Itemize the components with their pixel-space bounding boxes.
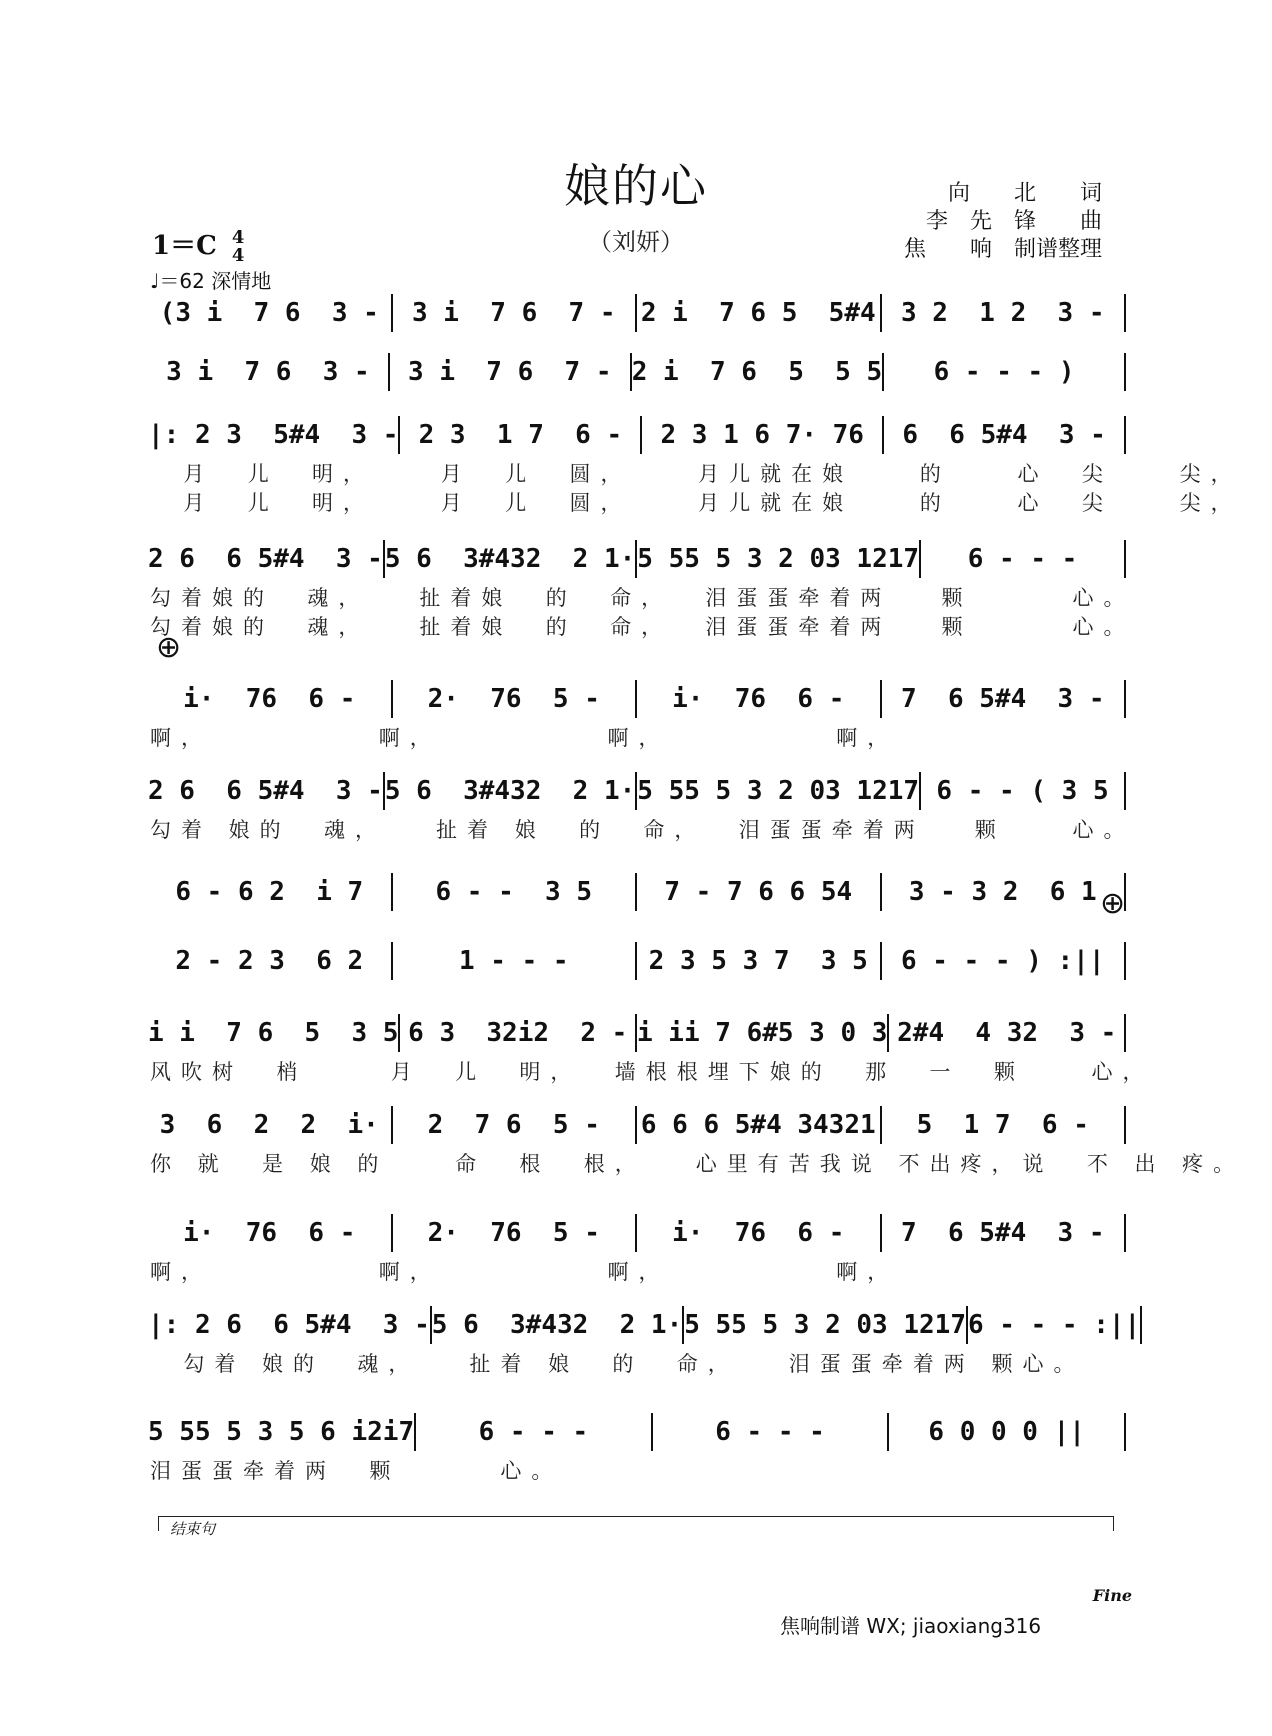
- score-row: [148, 776, 1126, 810]
- measure: 2 i 7 6 5 5#4: [640, 298, 876, 328]
- song-title: 娘的心: [564, 159, 708, 213]
- singer: （刘妍）: [588, 228, 684, 256]
- measure: 6 - - -: [478, 1417, 589, 1447]
- score-row: [148, 1417, 1126, 1451]
- measure: 3 i 7 6 3 -: [166, 357, 370, 387]
- measure: 5 1 7 6 -: [916, 1110, 1089, 1140]
- measure: 6 - - -: [967, 544, 1078, 574]
- barline: [1124, 1413, 1126, 1451]
- score-row: [148, 877, 1126, 911]
- score-row: [148, 946, 1126, 980]
- measure: 5 55 5 3 2 03 1217: [637, 544, 920, 574]
- lyric-line: 勾着 娘的 魂， 扯着 娘 的 命， 泪蛋蛋牵着两 颗心。: [150, 1352, 1085, 1376]
- score-row: [148, 298, 1126, 332]
- ending-label: 结束句: [170, 1520, 216, 1538]
- measure: i· 76 6 -: [672, 1218, 845, 1248]
- score-row: [148, 684, 1126, 718]
- measure: 6 3 32i2 2 -: [408, 1018, 628, 1048]
- credit-lyricist: 向 北 词: [947, 181, 1102, 206]
- measure: 6 - - -: [715, 1417, 825, 1447]
- lyric-line: 勾着娘的 魂， 扯着娘 的 命， 泪蛋蛋牵着两 颗 心。: [150, 615, 1135, 639]
- measure: 3 2 1 2 3 -: [901, 298, 1105, 328]
- measure: 2 3 1 7 6 -: [418, 420, 623, 450]
- barline: [1124, 416, 1126, 454]
- barline: [1124, 353, 1126, 391]
- measure: i· 76 6 -: [672, 684, 845, 714]
- measure: i i 7 6 5 3 5: [148, 1018, 399, 1048]
- measure: 7 6 5#4 3 -: [901, 684, 1105, 714]
- measure: (3 i 7 6 3 -: [159, 298, 379, 328]
- measure: 2#4 4 32 3 -: [897, 1018, 1117, 1048]
- measure: 5 55 5 3 2 03 1217: [637, 776, 920, 806]
- barline: [1124, 1106, 1126, 1144]
- measure: |: 2 3 5#4 3 -: [148, 420, 399, 450]
- measure: 6 - - - ): [933, 357, 1075, 387]
- time-signature: [232, 229, 245, 265]
- measure: 5 55 5 3 2 03 1217: [684, 1310, 966, 1340]
- lyric-line: 啊， 啊， 啊， 啊，: [150, 1260, 899, 1284]
- measure: 6 6 5#4 3 -: [902, 420, 1106, 450]
- coda-mark-2: ⊕: [1100, 886, 1126, 921]
- measure: 5 6 3#432 2 1·: [384, 776, 636, 806]
- measure: |: 2 6 6 5#4 3 -: [148, 1310, 430, 1340]
- lyric-line: 勾着 娘的 魂， 扯着 娘 的 命， 泪蛋蛋牵着两 颗 心。: [150, 818, 1135, 842]
- measure: i ii 7 6#5 3 0 3: [637, 1018, 888, 1048]
- measure: 2 7 6 5 -: [427, 1110, 600, 1140]
- measure: i· 76 6 -: [183, 684, 356, 714]
- barline: [1140, 1306, 1142, 1344]
- measure: 5 6 3#432 2 1·: [384, 544, 636, 574]
- lyric-line: 你 就 是 娘 的 命 根 根， 心里有苦我说 不出疼，说 不 出 疼。: [150, 1152, 1245, 1176]
- measure: 6 - - - ) :||: [901, 946, 1105, 976]
- score-row: [148, 357, 1126, 391]
- coda-mark: ⊕: [156, 630, 182, 665]
- measure: 2 i 7 6 5 5 5: [631, 357, 883, 387]
- measure: 6 - - ( 3 5: [936, 776, 1109, 806]
- barline: [1124, 772, 1126, 810]
- barline: [1124, 294, 1126, 332]
- measure: 2 6 6 5#4 3 -: [148, 544, 383, 574]
- tempo-marking: ♩＝62 深情地: [150, 269, 272, 293]
- fine-mark: Fine: [1092, 1586, 1132, 1605]
- measure: 5 55 5 3 5 6 i2i7: [148, 1417, 415, 1447]
- lyric-line: 月 儿 明， 月 儿 圆， 月儿就在娘 的 心 尖 尖，: [150, 462, 1242, 486]
- barline: [1124, 1014, 1126, 1052]
- score-row: [148, 1310, 1141, 1344]
- score-row: [148, 1110, 1126, 1144]
- measure: 3 i 7 6 7 -: [408, 357, 612, 387]
- lyric-line: 勾着娘的 魂， 扯着娘 的 命， 泪蛋蛋牵着两 颗 心。: [150, 586, 1135, 610]
- lyric-line: 风吹树 梢 月 儿 明， 墙根根埋下娘的 那 一 颗 心，: [150, 1060, 1154, 1084]
- key-signature: [152, 225, 244, 265]
- score-row: [148, 420, 1126, 454]
- measure: 6 0 0 0 ||: [928, 1417, 1085, 1447]
- measure: 1 - - -: [458, 946, 569, 976]
- measure: i· 76 6 -: [183, 1218, 356, 1248]
- score-row: [148, 1218, 1126, 1252]
- measure: 7 - 7 6 6 54: [664, 877, 853, 907]
- measure: 3 6 2 2 i·: [159, 1110, 379, 1140]
- measure: 6 - - - :||: [967, 1310, 1141, 1340]
- measure: 2 3 1 6 7· 76: [660, 420, 864, 450]
- lyric-line: 泪蛋蛋牵着两 颗 心。: [150, 1459, 563, 1483]
- measure: 6 - 6 2 i 7: [175, 877, 364, 907]
- lyric-line: 啊， 啊， 啊， 啊，: [150, 726, 899, 750]
- footer-credit: 焦响制谱 WX; jiaoxiang316: [780, 1614, 1042, 1638]
- measure: 3 - 3 2 6 1: [908, 877, 1097, 907]
- measure: 2 6 6 5#4 3 -: [148, 776, 383, 806]
- measure: 6 - - 3 5: [435, 877, 593, 907]
- ending-bracket: [158, 1516, 1114, 1531]
- measure: 7 6 5#4 3 -: [901, 1218, 1105, 1248]
- measure: 3 i 7 6 7 -: [412, 298, 616, 328]
- time-bottom: 4: [231, 245, 245, 266]
- barline: [1124, 1214, 1126, 1252]
- score-row: [148, 544, 1126, 578]
- lyric-line: 月 儿 明， 月 儿 圆， 月儿就在娘 的 心 尖 尖，: [150, 491, 1242, 515]
- barline: [1124, 942, 1126, 980]
- credit-composer: 李 先 锋 曲: [925, 209, 1102, 234]
- measure: 2 - 2 3 6 2: [175, 946, 364, 976]
- measure: 5 6 3#432 2 1·: [431, 1310, 683, 1340]
- measure: 2 3 5 3 7 3 5: [648, 946, 868, 976]
- barline: [1124, 540, 1126, 578]
- credit-arranger: 焦 响 制谱整理: [903, 237, 1102, 262]
- key-label: 1＝C: [152, 231, 217, 261]
- measure: 2· 76 5 -: [427, 1218, 600, 1248]
- barline: [1124, 680, 1126, 718]
- score-row: [148, 1018, 1126, 1052]
- time-top: 4: [231, 227, 245, 248]
- measure: 6 6 6 5#4 34321: [640, 1110, 876, 1140]
- measure: 2· 76 5 -: [427, 684, 600, 714]
